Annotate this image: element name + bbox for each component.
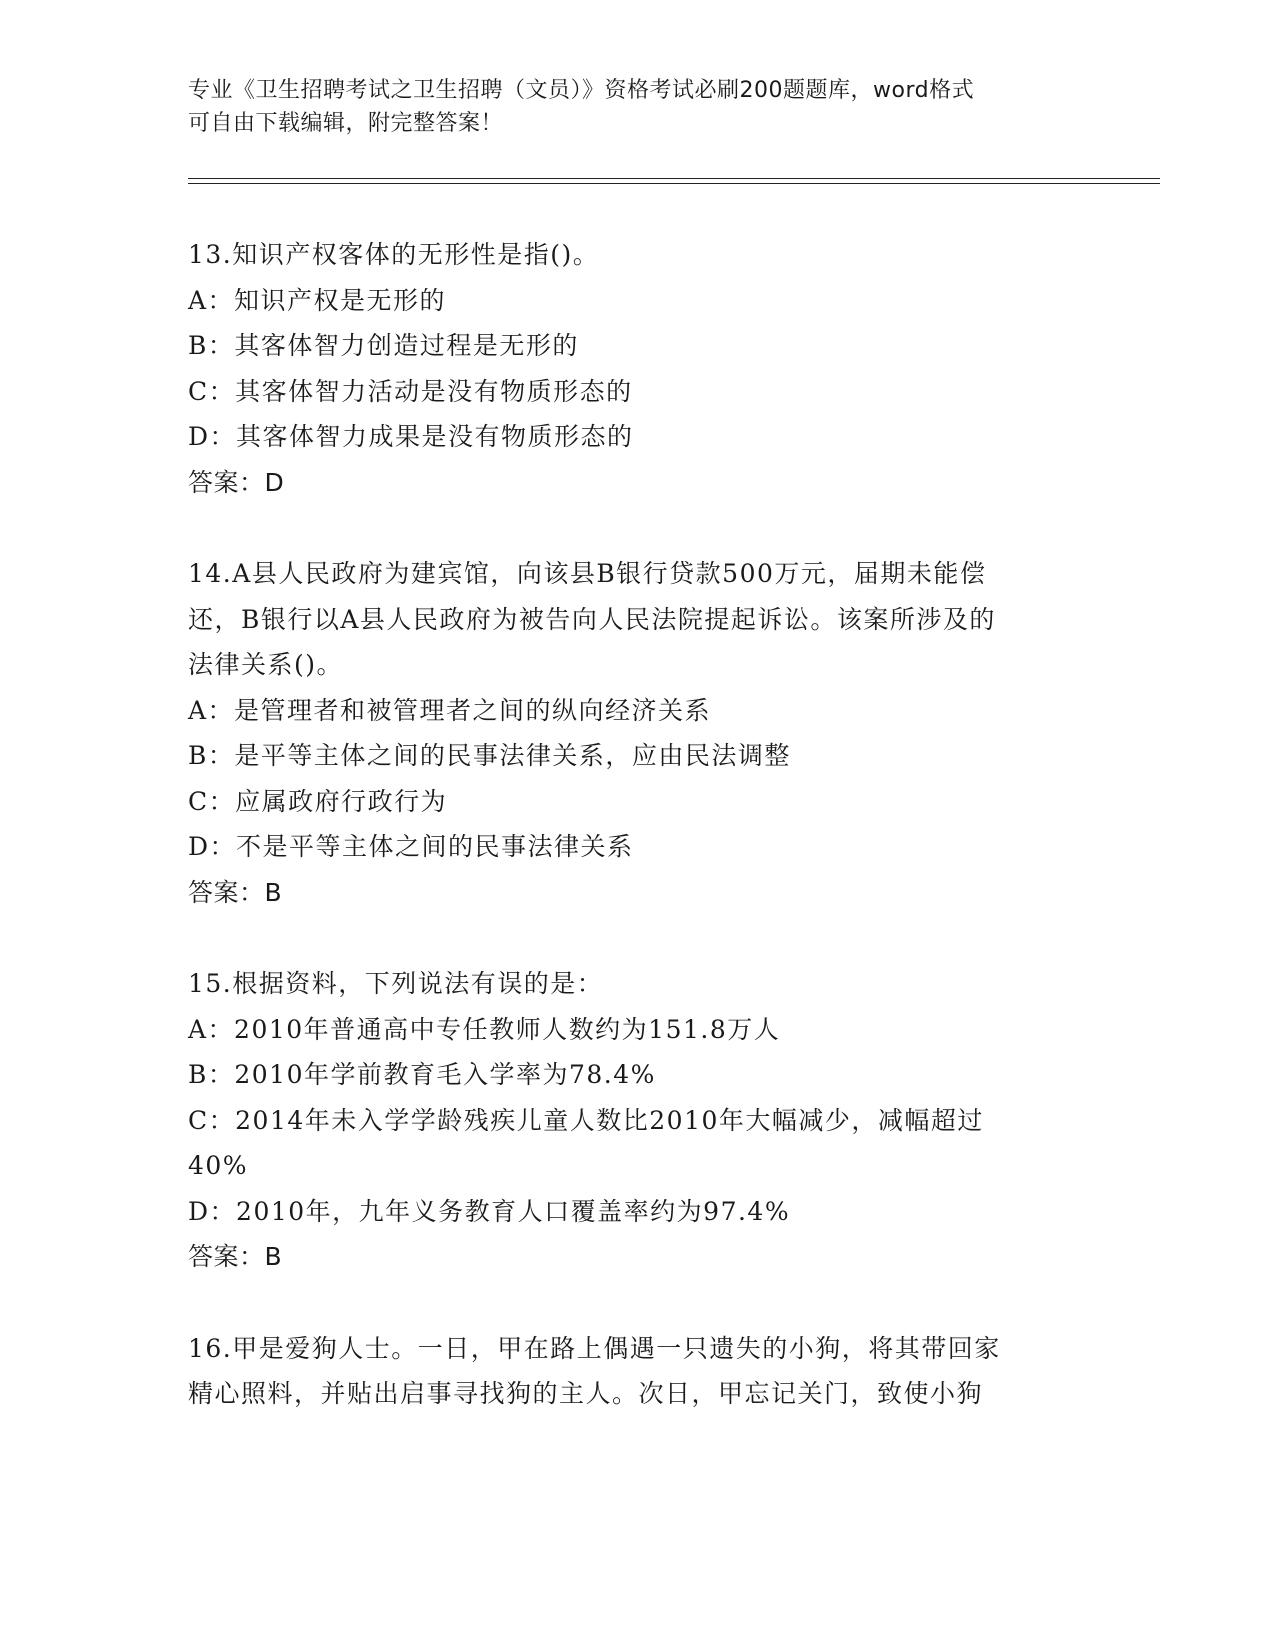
option-b: B：其客体智力创造过程是无形的 — [188, 331, 579, 360]
question-16 — [188, 1326, 1088, 1417]
option-c: C：应属政府行政行为 — [188, 786, 448, 816]
question-stem-line-3: 法律关系()。 — [188, 650, 344, 679]
option-a: A：2010年普通高中专任教师人数约为151.8万人 — [188, 1014, 781, 1044]
option-b: B：2010年学前教育毛入学率为78.4% — [188, 1060, 656, 1089]
question-stem: 15.根据资料，下列说法有误的是： — [188, 969, 604, 998]
answer-label: 答案：B — [188, 1242, 283, 1271]
answer-label: 答案：D — [188, 467, 285, 497]
header-line-1: 专业《卫生招聘考试之卫生招聘（文员）》资格考试必刷200题题库，word格式 — [188, 78, 975, 103]
option-a: A：是管理者和被管理者之间的纵向经济关系 — [188, 695, 712, 725]
header-divider-secondary — [188, 183, 1160, 184]
header-divider — [188, 178, 1160, 179]
question-13 — [188, 232, 1088, 505]
question-stem-line-1: 16.甲是爱狗人士。一日，甲在路上偶遇一只遗失的小狗，将其带回家 — [188, 1333, 1001, 1363]
option-a: A：知识产权是无形的 — [188, 285, 447, 315]
question-stem-line-2: 还，B银行以A县人民政府为被告向人民法院提起诉讼。该案所涉及的 — [188, 604, 996, 634]
option-d: D：2010年，九年义务教育人口覆盖率约为97.4% — [188, 1196, 791, 1226]
option-c: C：其客体智力活动是没有物质形态的 — [188, 376, 633, 406]
option-d: D：不是平等主体之间的民事法律关系 — [188, 832, 634, 861]
document-header — [188, 74, 1088, 140]
question-list — [188, 232, 1088, 1463]
option-b: B：是平等主体之间的民事法律关系，应由民法调整 — [188, 741, 791, 770]
question-stem-line-2: 精心照料，并贴出启事寻找狗的主人。次日，甲忘记关门，致使小狗 — [188, 1379, 984, 1408]
option-c-continued: 40% — [188, 1151, 249, 1180]
header-line-2: 可自由下载编辑，附完整答案！ — [188, 111, 504, 136]
option-d: D：其客体智力成果是没有物质形态的 — [188, 422, 634, 451]
question-14 — [188, 551, 1088, 915]
option-c: C：2014年未入学学龄残疾儿童人数比2010年大幅减少，减幅超过 — [188, 1105, 984, 1135]
question-stem: 13.知识产权客体的无形性是指()。 — [188, 240, 600, 269]
answer-label: 答案：B — [188, 877, 283, 907]
question-15 — [188, 961, 1088, 1280]
question-stem-line-1: 14.A县人民政府为建宾馆，向该县B银行贷款500万元，届期未能偿 — [188, 559, 987, 588]
